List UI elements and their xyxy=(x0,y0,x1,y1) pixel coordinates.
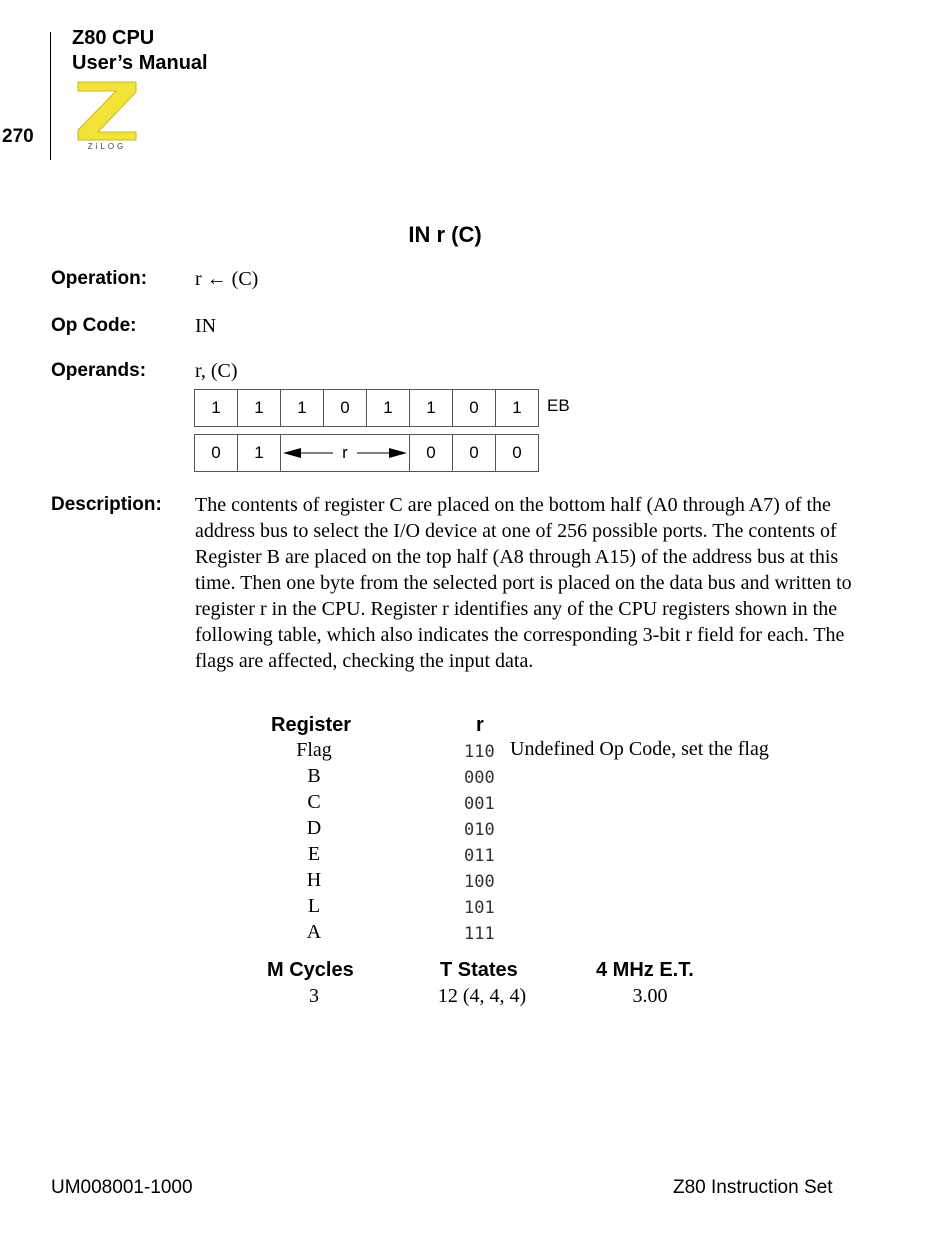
bit-cell: 0 xyxy=(195,435,238,471)
register-column-header: Register xyxy=(271,714,352,736)
bit-cell: 1 xyxy=(512,398,522,417)
r-field-label: r xyxy=(338,443,352,463)
t-states-header: T States xyxy=(440,959,518,981)
m-cycles-header: M Cycles xyxy=(267,959,354,981)
flag-note: Undefined Op Code, set the flag xyxy=(510,738,769,760)
register-name: E xyxy=(307,843,321,865)
register-code: 000 xyxy=(464,768,495,788)
bit-cell: 0 xyxy=(512,443,522,462)
bit-cell: 1 xyxy=(367,390,410,426)
operands-value: r, (C) xyxy=(195,360,238,382)
zilog-logo xyxy=(74,78,140,150)
opcode-label: Op Code: xyxy=(51,315,137,336)
register-code: 001 xyxy=(464,794,495,814)
r-field xyxy=(281,435,410,471)
manual-title-line2: User’s Manual xyxy=(72,52,208,74)
bit-cell: 0 xyxy=(410,435,453,471)
register-name: A xyxy=(306,921,322,943)
document-id: UM008001-1000 xyxy=(51,1177,193,1198)
manual-title xyxy=(72,26,208,76)
register-code: 100 xyxy=(464,872,495,892)
operands-label: Operands: xyxy=(51,360,147,381)
register-code: 010 xyxy=(464,820,495,840)
register-name: B xyxy=(307,765,321,787)
r-column-header: r xyxy=(476,714,484,736)
register-name: Flag xyxy=(296,739,332,761)
description-label: Description: xyxy=(51,494,162,515)
header-divider xyxy=(50,32,51,160)
instruction-title: IN r (C) xyxy=(408,222,482,247)
register-code: 011 xyxy=(464,846,495,866)
execution-time-header: 4 MHz E.T. xyxy=(596,959,694,981)
m-cycles-value: 3 xyxy=(309,985,319,1007)
section-name: Z80 Instruction Set xyxy=(673,1177,833,1198)
bit-cell: 1 xyxy=(410,390,453,426)
bit-cell: 1 xyxy=(281,390,324,426)
bit-cell: 1 xyxy=(238,390,281,426)
register-name: L xyxy=(307,895,321,917)
description-text: The contents of register C are placed on the bottom half (A0 through A7) of the address bus to select the I/O device at one of 256 possible ports. The contents of Register B are placed on the top half (A8 through A15) of the address bus at this time. Then one byte from the selected port is placed on the data bus and written to register r in the CPU. Register r identifies any of the CPU registers shown in the following table, which also indicates the corresponding 3-bit r field for each. The flags are affected, checking the input data. xyxy=(195,494,852,672)
register-code: 101 xyxy=(464,898,495,918)
operation-label: Operation: xyxy=(51,268,148,289)
register-name: H xyxy=(306,869,322,891)
bit-cell: 0 xyxy=(453,390,496,426)
register-code: 110 xyxy=(464,742,495,762)
t-states-value: 12 (4, 4, 4) xyxy=(437,985,527,1007)
execution-time-value: 3.00 xyxy=(632,985,668,1007)
opcode-byte1 xyxy=(194,389,539,427)
byte1-hex: EB xyxy=(547,396,570,415)
opcode-value: IN xyxy=(195,315,217,337)
opcode-byte2 xyxy=(194,434,539,472)
bit-cell: 1 xyxy=(195,390,238,426)
zilog-logo-icon xyxy=(74,78,140,150)
page-number: 270 xyxy=(2,126,34,147)
bit-cell: 0 xyxy=(324,390,367,426)
logo-wordmark: ZiLOG xyxy=(87,142,127,150)
register-name: D xyxy=(306,817,322,839)
manual-title-line1: Z80 CPU xyxy=(72,27,155,49)
bit-cell: 0 xyxy=(453,435,496,471)
bit-cell: 1 xyxy=(238,435,281,471)
operation-value: r ← (C) xyxy=(195,268,259,290)
register-name: C xyxy=(307,791,321,813)
register-code: 111 xyxy=(464,924,495,944)
